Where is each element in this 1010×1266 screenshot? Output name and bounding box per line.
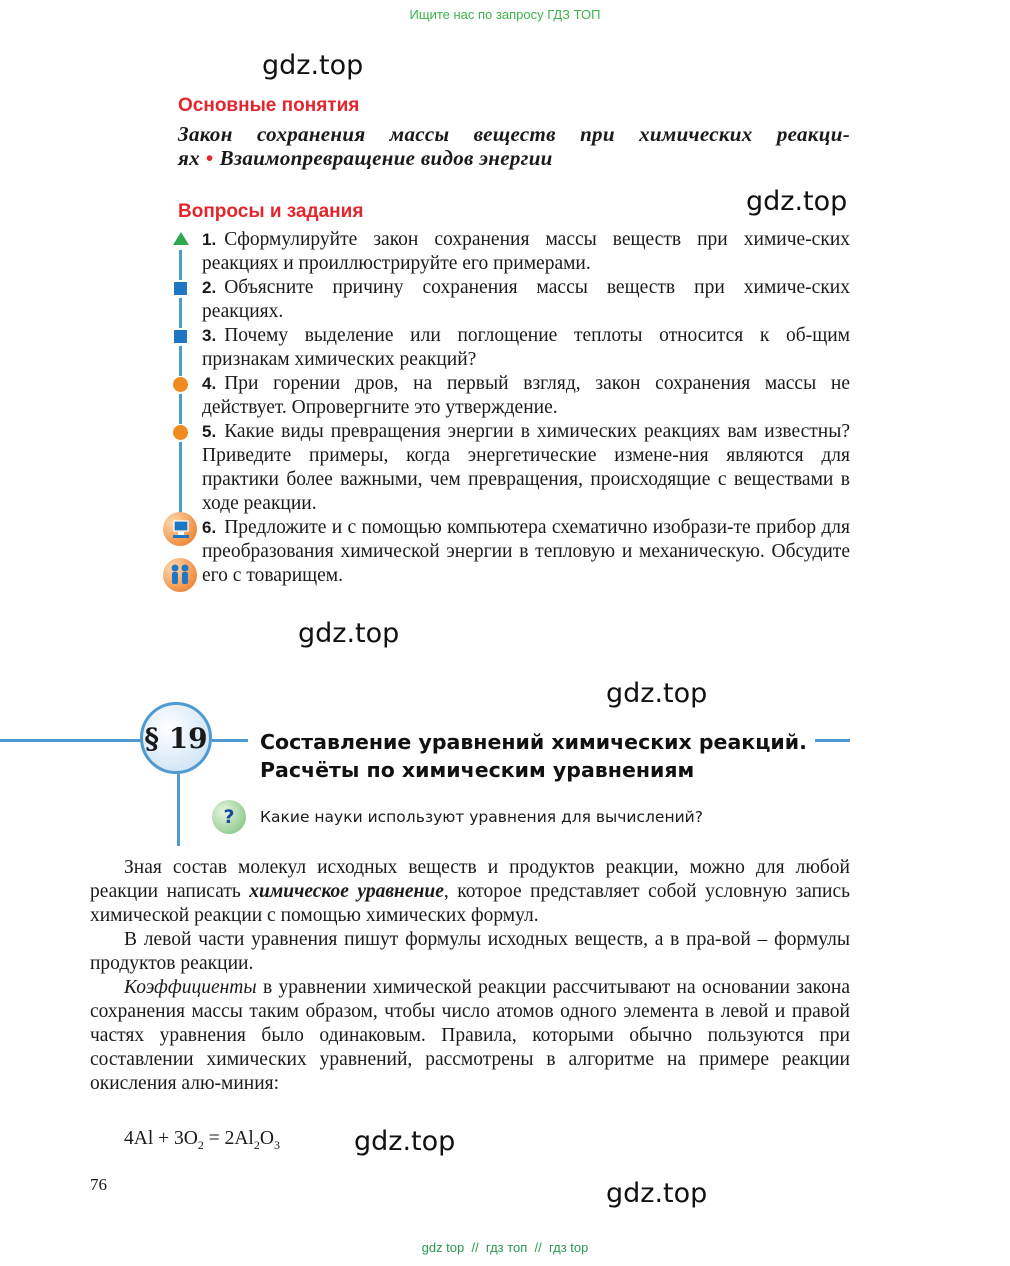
computer-icon bbox=[163, 512, 197, 546]
paragraph: Зная состав молекул исходных веществ и продуктов реакции, можно для любой реакции написать химическое уравнение, которое представляет собой условную запись химической реакции с помощью химических формул. bbox=[90, 857, 850, 926]
circle-level-icon bbox=[173, 377, 188, 392]
watermark: gdz.top bbox=[262, 50, 364, 81]
question-item: 4. При горении дров, на первый взгляд, закон сохранения массы не действует. Опровергните это утверждение. bbox=[202, 373, 850, 418]
page-number: 76 bbox=[90, 1175, 107, 1194]
question-item: 5. Какие виды превращения энергии в химических реакциях вам известны? Приведите примеры, когда энергетические измене-ния являются для практики более важными, чем превращения, происходящие с веществами в ходе реакции. bbox=[202, 421, 850, 514]
pair-work-icon bbox=[163, 558, 197, 592]
chemical-equation: $4Al + 3O_2 = 2Al_2O_3$ bbox=[124, 1128, 280, 1152]
rail-segment bbox=[179, 442, 182, 518]
concept-energy: Взаимопревращение видов энергии bbox=[219, 146, 553, 170]
bullet-icon: • bbox=[205, 146, 214, 170]
question-mark-icon: ? bbox=[212, 800, 246, 834]
question-item: 1. Сформулируйте закон сохранения массы веществ при химиче-ских реакциях и проиллюстрируйте его примерами. bbox=[202, 229, 850, 274]
question-item: 2. Объясните причину сохранения массы веществ при химиче-ских реакциях. bbox=[202, 277, 850, 322]
section-body bbox=[90, 856, 850, 1096]
opening-question: Какие науки используют уравнения для вычислений? bbox=[260, 808, 703, 826]
paragraph: Коэффициенты в уравнении химической реакции рассчитывают на основании закона сохранения массы таким образом, чтобы число атомов одного элемента в левой и правой частях уравнения было одинаковым. Правила, которыми обычно пользуются при составлении химических уравнений, рассмотрены в алгоритме на примере реакции окисления алю-миния: bbox=[90, 977, 850, 1094]
watermark: gdz.top bbox=[746, 186, 848, 217]
section-title: Составление уравнений химических реакций. Расчёты по химическим уравнениям bbox=[260, 730, 807, 782]
square-level-icon bbox=[174, 282, 187, 295]
questions-list bbox=[202, 228, 850, 588]
rail-segment bbox=[179, 298, 182, 328]
concepts-text bbox=[178, 122, 850, 170]
top-banner: Ищите нас по запросу ГДЗ ТОП bbox=[409, 7, 601, 22]
watermark: gdz.top bbox=[298, 618, 400, 649]
concepts-heading: Основные понятия bbox=[178, 95, 360, 116]
paragraph: В левой части уравнения пишут формулы исходных веществ, а в пра-вой – формулы продуктов реакции. bbox=[90, 929, 850, 974]
square-level-icon bbox=[174, 330, 187, 343]
section-rule-left bbox=[0, 739, 142, 742]
questions-heading: Вопросы и задания bbox=[178, 201, 364, 222]
circle-level-icon bbox=[173, 425, 188, 440]
section-rule-right bbox=[815, 739, 850, 742]
triangle-level-icon bbox=[173, 232, 189, 245]
question-item: 6. Предложите и с помощью компьютера схематично изобрази-те прибор для преобразования химической энергии в тепловую и механическую. Обсудите его с товарищем. bbox=[202, 517, 850, 586]
section-rail bbox=[177, 774, 180, 846]
section-number-badge: § 19 bbox=[140, 702, 212, 774]
rail-segment bbox=[179, 250, 182, 280]
section-rule-mid bbox=[212, 739, 248, 742]
watermark: gdz.top bbox=[606, 1178, 708, 1209]
footer-links: gdz top // гдз топ // гдз top bbox=[421, 1240, 589, 1255]
rail-segment bbox=[179, 394, 182, 424]
watermark: gdz.top bbox=[606, 678, 708, 709]
concept-law: Закон сохранения массы веществ при химических реакци-ях bbox=[178, 122, 850, 170]
question-item: 3. Почему выделение или поглощение теплоты относится к об-щим признакам химических реакций? bbox=[202, 325, 850, 370]
rail-segment bbox=[179, 346, 182, 376]
watermark: gdz.top bbox=[354, 1126, 456, 1157]
